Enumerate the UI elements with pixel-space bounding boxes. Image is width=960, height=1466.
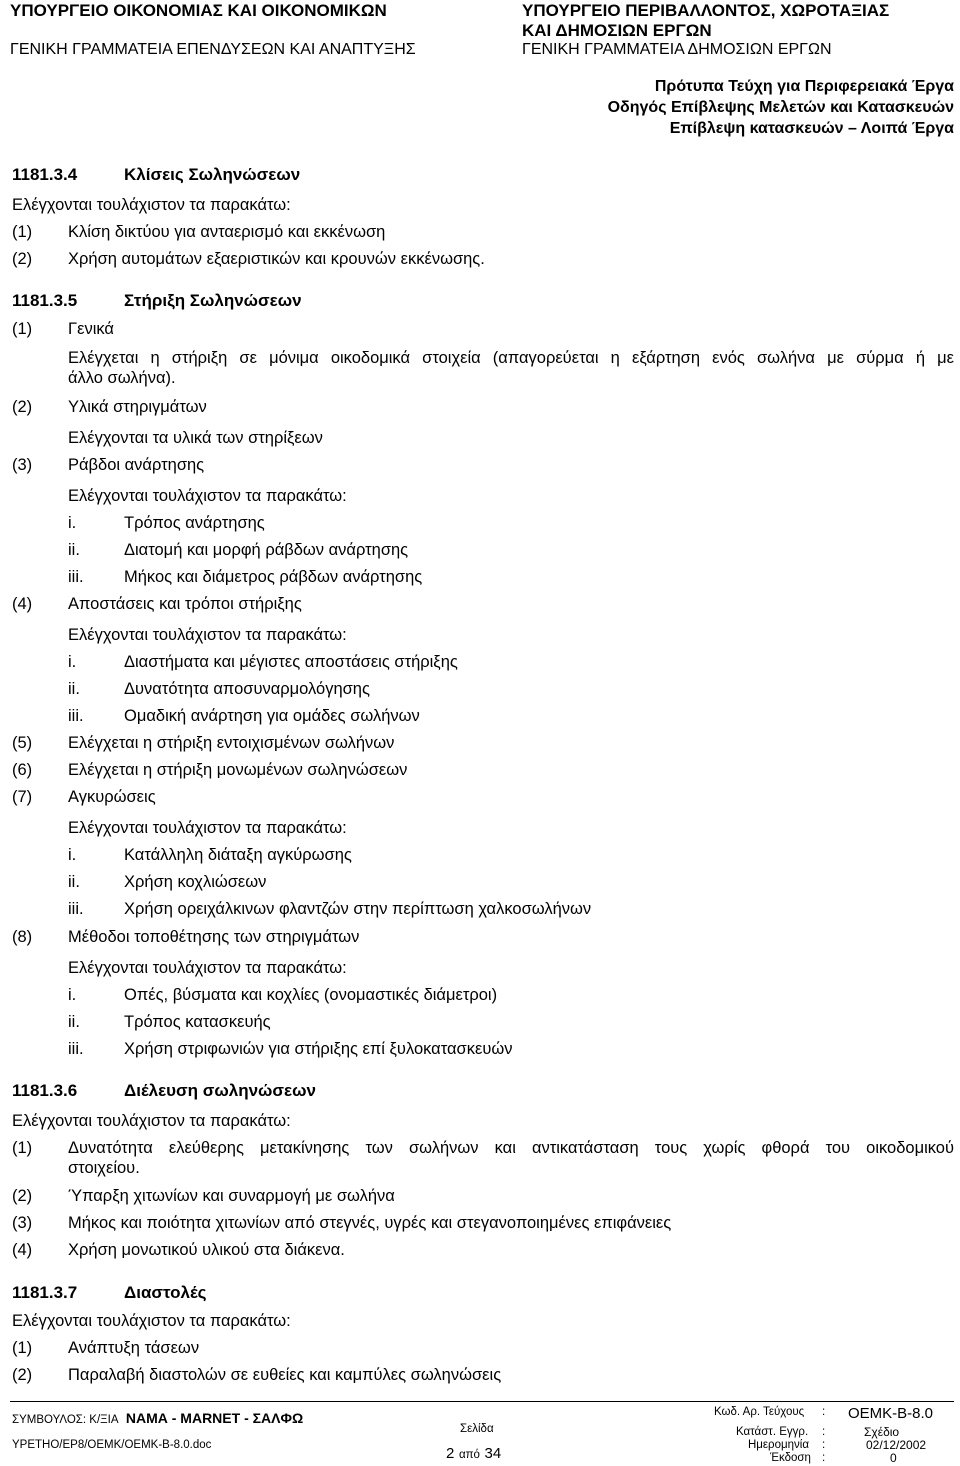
section-title: Κλίσεις Σωληνώσεων bbox=[124, 165, 301, 184]
sublist-item: Ομαδική ανάρτηση για ομάδες σωλήνων bbox=[124, 707, 420, 725]
footer-consultant bbox=[12, 1411, 303, 1427]
footer-edition-value: 0 bbox=[890, 1451, 897, 1465]
header-left-secretariat: ΓΕΝΙΚΗ ΓΡΑΜΜΑΤΕΙΑ ΕΠΕΝΔΥΣΕΩΝ ΚΑΙ ΑΝΑΠΤΥΞΗΣ bbox=[10, 41, 416, 58]
roman-numeral: iii. bbox=[68, 1040, 84, 1058]
list-item-number: (4) bbox=[12, 1241, 33, 1259]
list-item-text: Δυνατότητα ελεύθερης μετακίνησης των σωλήνων και αντικατάσταση τους χωρίς φθορά του οικοδομικού bbox=[68, 1139, 954, 1157]
footer-status-label: Κατάστ. Εγγρ. bbox=[736, 1426, 809, 1438]
sublist-intro: Ελέγχονται τουλάχιστον τα παρακάτω: bbox=[68, 819, 347, 837]
list-item-label: Ελέγχεται η στήριξη εντοιχισμένων σωλήνων bbox=[68, 734, 395, 752]
project-title-line1: Πρότυπα Τεύχη για Περιφερειακά Έργα bbox=[654, 78, 954, 95]
sublist-intro: Ελέγχονται τουλάχιστον τα παρακάτω: bbox=[68, 959, 347, 977]
sublist-intro: Ελέγχονται τουλάχιστον τα παρακάτω: bbox=[68, 626, 347, 644]
list-item-label: Ελέγχεται η στήριξη μονωμένων σωληνώσεων bbox=[68, 761, 408, 779]
section-title: Στήριξη Σωληνώσεων bbox=[124, 291, 302, 310]
list-item-text: Ύπαρξη χιτωνίων και συναρμογή με σωλήνα bbox=[68, 1187, 395, 1205]
project-title-line3: Επίβλεψη κατασκευών – Λοιπά Έργα bbox=[669, 120, 954, 137]
section-number: 1181.3.5 bbox=[12, 291, 78, 310]
list-item-number: (3) bbox=[12, 1214, 33, 1232]
section-title: Διαστολές bbox=[124, 1283, 207, 1302]
list-item-label: Μέθοδοι τοποθέτησης των στηριγμάτων bbox=[68, 928, 360, 946]
roman-numeral: ii. bbox=[68, 541, 80, 559]
page-of: από bbox=[458, 1449, 480, 1461]
footer-page-number bbox=[446, 1445, 501, 1462]
project-title-line2: Οδηγός Επίβλεψης Μελετών και Κατασκευών bbox=[607, 99, 954, 116]
roman-numeral: i. bbox=[68, 986, 77, 1004]
sublist-item: Τρόπος κατασκευής bbox=[124, 1013, 271, 1031]
list-item-label: Αγκυρώσεις bbox=[68, 788, 156, 806]
list-item-text: στοιχείου. bbox=[68, 1159, 140, 1177]
sublist-intro: Ελέγχονται τουλάχιστον τα παρακάτω: bbox=[68, 487, 347, 505]
page-current: 2 bbox=[446, 1445, 455, 1462]
page-total: 34 bbox=[484, 1445, 502, 1462]
roman-numeral: ii. bbox=[68, 680, 80, 698]
paragraph-line: Ελέγχεται η στήριξη σε μόνιμα οικοδομικά στοιχεία (απαγορεύεται η εξάρτηση ενός σωλήνα με σύρμα ή με bbox=[68, 349, 954, 367]
footer-code-value: ΟΕΜΚ-Β-8.0 bbox=[848, 1405, 934, 1422]
list-item-label: Υλικά στηριγμάτων bbox=[68, 398, 207, 416]
footer-code-label: Κωδ. Αρ. Τεύχους bbox=[714, 1406, 805, 1418]
list-item-number: (1) bbox=[12, 1339, 33, 1357]
list-item-number: (2) bbox=[12, 398, 33, 416]
footer-date-value: 02/12/2002 bbox=[866, 1438, 927, 1452]
footer-page-label: Σελίδα bbox=[460, 1423, 494, 1435]
list-item-number: (2) bbox=[12, 1187, 33, 1205]
roman-numeral: i. bbox=[68, 846, 77, 864]
sublist-item: Χρήση κοχλιώσεων bbox=[124, 873, 267, 891]
roman-numeral: i. bbox=[68, 514, 77, 532]
list-item-text: Χρήση μονωτικού υλικού στα διάκενα. bbox=[68, 1241, 345, 1259]
footer-colon: : bbox=[822, 1406, 826, 1418]
roman-numeral: ii. bbox=[68, 1013, 80, 1031]
footer-file-name: ΥΡΕΤΗΟ/ΕΡ8/ΟΕΜΚ/ΟΕΜΚ-Β-8.0.doc bbox=[12, 1439, 212, 1451]
sublist-item: Χρήση ορειχάλκινων φλαντζών στην περίπτωση χαλκοσωλήνων bbox=[124, 900, 592, 918]
header-left-ministry: ΥΠΟΥΡΓΕΙΟ ΟΙΚΟΝΟΜΙΑΣ ΚΑΙ ΟΙΚΟΝΟΜΙΚΩΝ bbox=[10, 1, 387, 20]
footer-date-label: Ημερομηνία bbox=[748, 1439, 809, 1451]
header-right-secretariat: ΓΕΝΙΚΗ ΓΡΑΜΜΑΤΕΙΑ ΔΗΜΟΣΙΩΝ ΕΡΓΩΝ bbox=[522, 41, 832, 58]
sublist-item: Οπές, βύσματα και κοχλίες (ονομαστικές διάμετροι) bbox=[124, 986, 498, 1004]
section-title: Διέλευση σωληνώσεων bbox=[124, 1081, 316, 1100]
list-item-number: (6) bbox=[12, 761, 33, 779]
section-number: 1181.3.7 bbox=[12, 1283, 78, 1302]
roman-numeral: iii. bbox=[68, 568, 84, 586]
list-item-text: Κλίση δικτύου για ανταερισμό και εκκένωση bbox=[68, 223, 386, 241]
section-number: 1181.3.4 bbox=[12, 165, 78, 184]
paragraph-line: άλλο σωλήνα). bbox=[68, 369, 176, 387]
list-item-label: Γενικά bbox=[68, 320, 114, 338]
section-intro: Ελέγχονται τουλάχιστον τα παρακάτω: bbox=[12, 1312, 291, 1330]
list-item-number: (5) bbox=[12, 734, 33, 752]
sublist-item: Μήκος και διάμετρος ράβδων ανάρτησης bbox=[124, 568, 423, 586]
list-item-number: (8) bbox=[12, 928, 33, 946]
section-intro: Ελέγχονται τουλάχιστον τα παρακάτω: bbox=[12, 1112, 291, 1130]
roman-numeral: iii. bbox=[68, 707, 84, 725]
footer-consultant-prefix: ΣΥΜΒΟΥΛΟΣ: Κ/ΞΙΑ bbox=[12, 1414, 119, 1426]
roman-numeral: i. bbox=[68, 653, 77, 671]
footer-colon: : bbox=[822, 1452, 826, 1464]
sublist-item: Τρόπος ανάρτησης bbox=[124, 514, 265, 532]
roman-numeral: ii. bbox=[68, 873, 80, 891]
section-intro: Ελέγχονται τουλάχιστον τα παρακάτω: bbox=[12, 196, 291, 214]
section-number: 1181.3.6 bbox=[12, 1081, 78, 1100]
sublist-item: Διατομή και μορφή ράβδων ανάρτησης bbox=[124, 541, 409, 559]
list-item-number: (3) bbox=[12, 456, 33, 474]
footer-divider bbox=[10, 1401, 954, 1402]
list-item-text: Μήκος και ποιότητα χιτωνίων από στεγνές, υγρές και στεγανοποιημένες επιφάνειες bbox=[68, 1214, 672, 1232]
list-item-number: (1) bbox=[12, 223, 33, 241]
footer-edition-label: Έκδοση bbox=[770, 1452, 811, 1464]
header-right-ministry-line1: ΥΠΟΥΡΓΕΙΟ ΠΕΡΙΒΑΛΛΟΝΤΟΣ, ΧΩΡΟΤΑΞΙΑΣ bbox=[522, 1, 890, 20]
list-item-number: (2) bbox=[12, 250, 33, 268]
list-item-number: (1) bbox=[12, 320, 33, 338]
list-item-number: (4) bbox=[12, 595, 33, 613]
list-item-label: Αποστάσεις και τρόποι στήριξης bbox=[68, 595, 302, 613]
sublist-item: Κατάλληλη διάταξη αγκύρωσης bbox=[124, 846, 352, 864]
list-item-number: (1) bbox=[12, 1139, 33, 1157]
sublist-item: Χρήση στριφωνιών για στήριξης επί ξυλοκατασκευών bbox=[124, 1040, 513, 1058]
list-item-text: Ανάπτυξη τάσεων bbox=[68, 1339, 200, 1357]
list-item-text: Παραλαβή διαστολών σε ευθείες και καμπύλες σωληνώσεις bbox=[68, 1366, 502, 1384]
footer-colon: : bbox=[822, 1426, 826, 1438]
list-item-text: Χρήση αυτομάτων εξαεριστικών και κρουνών εκκένωσης. bbox=[68, 250, 485, 268]
list-item-label: Ράβδοι ανάρτησης bbox=[68, 456, 205, 474]
paragraph-line: Ελέγχονται τα υλικά των στηρίξεων bbox=[68, 429, 323, 447]
header-right-ministry-line2: ΚΑΙ ΔΗΜΟΣΙΩΝ ΕΡΓΩΝ bbox=[522, 21, 712, 40]
sublist-item: Δυνατότητα αποσυναρμολόγησης bbox=[124, 680, 370, 698]
sublist-item: Διαστήματα και μέγιστες αποστάσεις στήριξης bbox=[124, 653, 458, 671]
list-item-number: (2) bbox=[12, 1366, 33, 1384]
footer-colon: : bbox=[822, 1439, 826, 1451]
footer-status-value: Σχέδιο bbox=[864, 1425, 900, 1439]
footer-consultant-name: ΝΑΜΑ - MARNET - ΣΑΛΦΩ bbox=[125, 1410, 304, 1426]
roman-numeral: iii. bbox=[68, 900, 84, 918]
list-item-number: (7) bbox=[12, 788, 33, 806]
